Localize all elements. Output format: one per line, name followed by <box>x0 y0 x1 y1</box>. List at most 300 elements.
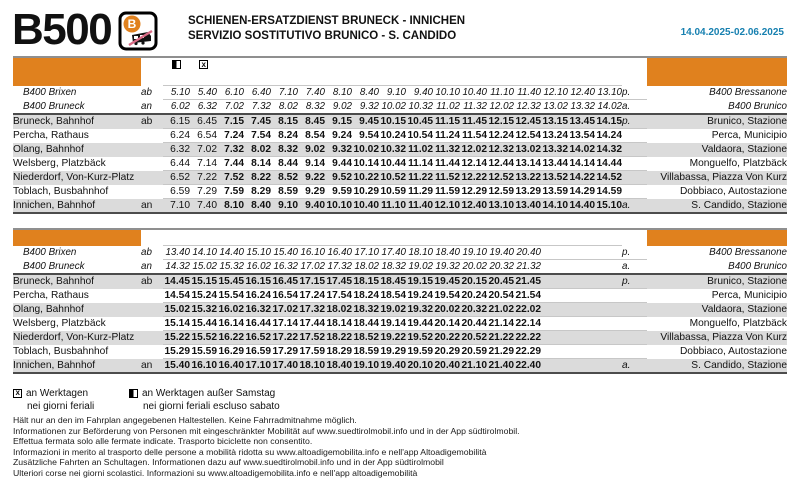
time-cell: 17.22 <box>272 332 298 343</box>
time-cell: 12.45 <box>515 116 541 127</box>
note-line: Zusätzliche Fahrten an Schultagen. Informationen dazu auf www.suedtirolmobil.info und in der App südtirolmobil <box>13 457 444 468</box>
time-cell: 19.59 <box>407 346 433 357</box>
time-cell: 6.40 <box>244 86 271 100</box>
station-row <box>13 185 787 199</box>
symbol-cell <box>406 57 433 86</box>
dep-arr-tag-it <box>622 345 647 359</box>
timetable-1 <box>13 56 787 214</box>
logo-letter: B <box>127 17 137 31</box>
time-cell: 11.02 <box>406 143 433 157</box>
time-cell <box>568 289 595 303</box>
time-cell: 20.15 <box>461 276 487 287</box>
time-cell: 11.40 <box>406 199 433 214</box>
time-cell: 6.59 <box>163 185 190 199</box>
station-name-it: Brunico, Stazione <box>707 116 787 128</box>
time-cell: 17.59 <box>299 346 325 357</box>
symbol-cell <box>190 57 217 86</box>
time-cell: 10.45 <box>407 116 433 127</box>
time-cell: 7.45 <box>244 114 271 129</box>
time-cell: 14.10 <box>190 246 217 260</box>
station-row <box>13 317 787 331</box>
time-cell: 6.24 <box>163 129 190 143</box>
dep-arr-tag <box>141 171 163 185</box>
station-name-de: Niederdorf, Von-Kurz-Platz <box>13 172 135 183</box>
time-cell: 16.15 <box>245 276 271 287</box>
dep-arr-tag-it: a. <box>622 260 647 275</box>
time-cell: 20.52 <box>461 332 487 343</box>
time-cell: 11.40 <box>514 86 541 100</box>
time-cell: 13.24 <box>542 130 568 141</box>
time-cell: 7.14 <box>190 157 217 171</box>
time-cell: 8.32 <box>271 143 298 157</box>
time-cell <box>595 289 622 303</box>
time-cell: 16.44 <box>245 318 271 329</box>
time-cell: 14.44 <box>596 158 622 169</box>
time-cell <box>568 274 595 289</box>
footnotes <box>13 415 800 479</box>
time-cell: 14.40 <box>569 200 595 211</box>
note-line: Informationen zur Beförderung von Personen mit eingeschränkter Mobilität auf www.suedtirolmobil.info und in der App südtirolmobil. <box>13 425 520 436</box>
time-cell: 7.32 <box>217 143 244 157</box>
station-name-de: Olang, Bahnhof <box>13 144 84 155</box>
station-row <box>13 345 787 359</box>
time-cell: 14.40 <box>217 246 244 260</box>
time-cell: 20.32 <box>487 260 514 275</box>
time-cell: 9.02 <box>298 143 325 157</box>
strip-cell <box>622 229 647 246</box>
time-cell: 8.59 <box>271 185 298 199</box>
route-number: B500 <box>12 5 112 54</box>
station-name-it: B400 Brunico <box>647 260 787 275</box>
table-header-strip <box>13 57 787 86</box>
time-cell: 9.32 <box>325 143 352 157</box>
time-cell: 11.15 <box>433 114 460 129</box>
time-cell: 11.32 <box>433 143 460 157</box>
dep-arr-tag-it <box>622 317 647 331</box>
symbol-cell <box>379 229 406 246</box>
time-cell: 9.15 <box>325 114 352 129</box>
dep-arr-tag-it <box>622 157 647 171</box>
station-name-it: Monguelfo, Platzbäck <box>689 158 787 169</box>
time-cell: 12.40 <box>461 200 487 211</box>
dep-arr-tag-it <box>622 129 647 143</box>
time-cell: 16.10 <box>298 246 325 260</box>
time-cell: 9.14 <box>298 157 325 171</box>
station-name-it: Dobbiaco, Autostazione <box>679 346 787 357</box>
symbol-cell <box>487 57 514 86</box>
time-cell: 11.14 <box>406 157 433 171</box>
time-cell: 16.32 <box>271 260 298 275</box>
note-line: Informazioni in merito al trasporto delle persone a mobilità ridotta su www.altoadigemobilita.info e nell'app Altoadigemobilità <box>13 446 487 457</box>
time-cell: 14.02 <box>569 144 595 155</box>
time-cell: 16.40 <box>325 246 352 260</box>
time-cell: 19.10 <box>460 246 487 260</box>
time-cell: 21.02 <box>488 304 514 315</box>
time-cell: 11.10 <box>379 199 406 214</box>
time-cell: 18.10 <box>299 360 325 371</box>
time-cell: 13.02 <box>515 144 541 155</box>
time-cell: 17.02 <box>272 304 298 315</box>
station-name-it: Villabassa, Piazza Von Kurz <box>660 172 787 183</box>
time-cell: 14.45 <box>164 276 190 287</box>
time-cell: 6.15 <box>163 114 190 129</box>
station-name-it: Perca, Municipio <box>711 290 787 301</box>
time-cell: 10.02 <box>379 100 406 115</box>
time-cell: 12.15 <box>488 116 514 127</box>
dep-arr-tag <box>141 331 163 345</box>
time-cell: 7.02 <box>190 143 217 157</box>
symbol-cell <box>568 229 595 246</box>
time-cell: 18.32 <box>379 260 406 275</box>
time-cell: 6.52 <box>163 171 190 185</box>
time-cell: 10.40 <box>460 86 487 100</box>
legend-item-weekdays <box>13 388 129 400</box>
time-cell: 22.40 <box>515 360 541 371</box>
legend-line-italian <box>13 401 800 413</box>
time-cell: 19.14 <box>380 318 406 329</box>
time-cell <box>595 260 622 275</box>
symbol-cell <box>541 229 568 246</box>
symbol-cell <box>352 229 379 246</box>
time-cell <box>595 246 622 260</box>
symbol-cell <box>298 57 325 86</box>
legend-label-it: nei giorni feriali <box>27 401 95 412</box>
time-cell: 17.40 <box>379 246 406 260</box>
station-row <box>13 331 787 345</box>
time-cell: 9.24 <box>325 129 352 143</box>
connection-row <box>13 260 787 275</box>
symbol-cell <box>487 229 514 246</box>
time-cell: 7.15 <box>217 114 244 129</box>
legend <box>13 388 800 413</box>
time-cell: 18.15 <box>353 276 379 287</box>
time-cell <box>595 303 622 317</box>
time-cell: 15.15 <box>191 276 217 287</box>
time-cell: 10.32 <box>406 100 433 115</box>
station-name-de: Innichen, Bahnhof <box>13 199 141 214</box>
station-name-it: S. Candido, Stazione <box>647 199 787 214</box>
time-cell: 8.02 <box>271 100 298 115</box>
time-cell: 10.44 <box>380 158 406 169</box>
time-cell: 19.15 <box>407 276 433 287</box>
time-cell: 8.45 <box>298 114 325 129</box>
time-cell: 21.14 <box>488 318 514 329</box>
dep-arr-tag-it: a. <box>622 100 647 115</box>
time-cell: 20.22 <box>434 332 460 343</box>
timetables-container <box>13 56 787 374</box>
time-cell: 18.24 <box>353 290 379 301</box>
station-row <box>13 114 787 129</box>
time-cell: 8.14 <box>244 157 271 171</box>
time-cell: 21.45 <box>515 276 541 287</box>
symbol-cell <box>514 57 541 86</box>
time-cell: 13.15 <box>542 116 568 127</box>
time-cell: 10.54 <box>407 130 433 141</box>
time-cell: 10.02 <box>353 144 379 155</box>
connection-row <box>13 86 787 100</box>
time-cell: 8.22 <box>244 171 271 185</box>
time-cell: 11.22 <box>406 171 433 185</box>
time-cell: 14.32 <box>596 144 622 155</box>
time-cell: 13.02 <box>541 100 568 115</box>
time-cell: 9.44 <box>325 157 352 171</box>
time-cell: 11.10 <box>487 86 514 100</box>
time-cell: 20.54 <box>488 290 514 301</box>
time-cell: 18.02 <box>326 304 352 315</box>
time-cell: 12.10 <box>434 200 460 211</box>
note-line: Hält nur an den im Fahrplan angegebenen Haltestellen. Keine Fahrradmitnahme möglich. <box>13 415 357 425</box>
time-cell: 19.10 <box>353 360 379 371</box>
time-cell: 13.14 <box>515 158 541 169</box>
title-german: SCHIENEN-ERSATZDIENST BRUNECK - INNICHEN <box>188 15 466 27</box>
time-cell: 10.15 <box>380 116 406 127</box>
legend-label: an Werktagen <box>26 388 89 399</box>
time-cell: 10.24 <box>380 130 406 141</box>
time-cell: 10.22 <box>353 172 379 183</box>
time-cell: 7.22 <box>190 171 217 185</box>
time-cell: 8.32 <box>298 100 325 115</box>
time-cell: 11.32 <box>460 100 487 115</box>
time-cell: 6.45 <box>190 114 217 129</box>
station-row <box>13 359 787 374</box>
time-cell: 16.02 <box>244 260 271 275</box>
time-cell: 16.29 <box>218 346 244 357</box>
time-cell: 9.54 <box>352 129 379 143</box>
time-cell: 9.40 <box>406 86 433 100</box>
dep-arr-tag: ab <box>141 116 153 128</box>
station-name-it: Monguelfo, Platzbäck <box>689 318 787 329</box>
symbol-cell <box>406 229 433 246</box>
time-cell <box>568 331 595 345</box>
time-cell: 11.24 <box>433 129 460 143</box>
time-cell: 17.52 <box>299 332 325 343</box>
symbol-cell <box>514 229 541 246</box>
time-cell: 15.45 <box>218 276 244 287</box>
time-cell: 12.54 <box>515 130 541 141</box>
time-cell: 18.29 <box>326 346 352 357</box>
dep-arr-tag <box>141 317 163 331</box>
time-cell: 6.32 <box>190 100 217 115</box>
symbol-cell <box>595 57 622 86</box>
strip-cell <box>141 229 163 246</box>
x-box-icon <box>199 60 208 69</box>
time-cell: 12.59 <box>488 186 514 197</box>
time-cell: 17.10 <box>245 360 271 371</box>
dep-arr-tag <box>141 129 163 143</box>
time-cell: 6.10 <box>217 86 244 100</box>
time-cell: 14.24 <box>596 130 622 141</box>
time-cell <box>568 345 595 359</box>
symbol-cell <box>379 57 406 86</box>
time-cell: 19.54 <box>434 290 460 301</box>
time-cell: 15.29 <box>164 346 190 357</box>
time-cell: 18.10 <box>406 246 433 260</box>
station-name-de: B400 Brixen <box>23 247 77 258</box>
time-cell: 10.40 <box>353 200 379 211</box>
time-cell: 13.29 <box>515 186 541 197</box>
time-cell: 22.02 <box>515 304 541 315</box>
station-row <box>13 303 787 317</box>
time-cell: 11.02 <box>433 100 460 115</box>
time-cell: 8.44 <box>271 157 298 171</box>
station-name-it: Valdaora, Stazione <box>701 304 787 315</box>
symbol-cell <box>433 57 460 86</box>
station-name-it: B400 Bressanone <box>709 87 787 98</box>
station-name-it: Dobbiaco, Autostazione <box>679 186 787 197</box>
time-cell: 13.59 <box>542 186 568 197</box>
time-cell: 18.44 <box>353 318 379 329</box>
time-cell: 12.02 <box>461 144 487 155</box>
time-cell: 20.45 <box>488 276 514 287</box>
time-cell: 17.10 <box>352 246 379 260</box>
time-cell <box>568 303 595 317</box>
symbol-cell <box>271 57 298 86</box>
time-cell: 13.44 <box>542 158 568 169</box>
station-name-de: B400 Bruneck <box>13 100 141 115</box>
symbol-cell <box>217 57 244 86</box>
station-name-it: Perca, Municipio <box>711 130 787 141</box>
time-cell: 18.54 <box>380 290 406 301</box>
time-cell: 10.10 <box>433 86 460 100</box>
time-cell: 14.10 <box>542 200 568 211</box>
symbol-cell <box>541 57 568 86</box>
time-cell <box>595 359 622 374</box>
time-cell: 14.52 <box>596 172 622 183</box>
legend-label: an Werktagen außer Samstag <box>142 388 276 399</box>
dep-arr-tag: an <box>141 359 163 374</box>
time-cell: 17.24 <box>299 290 325 301</box>
symbol-cell <box>433 229 460 246</box>
time-cell <box>541 317 568 331</box>
half-filled-box-icon <box>129 389 138 398</box>
time-cell: 10.32 <box>380 144 406 155</box>
time-cell <box>541 303 568 317</box>
time-cell: 16.10 <box>191 360 217 371</box>
time-cell <box>568 317 595 331</box>
time-cell: 15.54 <box>218 290 244 301</box>
time-cell: 11.29 <box>406 185 433 199</box>
time-cell: 16.02 <box>218 304 244 315</box>
station-name-de: Percha, Rathaus <box>13 290 89 301</box>
station-row <box>13 199 787 214</box>
time-cell: 20.14 <box>434 318 460 329</box>
time-cell: 12.32 <box>514 100 541 115</box>
rail-replacement-icon <box>118 11 158 51</box>
symbol-cell <box>460 57 487 86</box>
dep-arr-tag: an <box>141 100 163 115</box>
dep-arr-tag-it <box>622 289 647 303</box>
time-cell: 17.32 <box>299 304 325 315</box>
dep-arr-tag <box>141 345 163 359</box>
time-cell: 9.10 <box>379 86 406 100</box>
time-cell: 12.29 <box>461 186 487 197</box>
dep-arr-tag-it <box>622 185 647 199</box>
time-cell: 9.32 <box>352 100 379 115</box>
legend-label-it: nei giorni feriali escluso sabato <box>143 401 280 412</box>
time-cell: 13.40 <box>515 200 541 211</box>
dep-arr-tag <box>141 185 163 199</box>
time-cell: 15.52 <box>191 332 217 343</box>
time-cell: 14.02 <box>595 100 622 115</box>
dep-arr-tag-it: p. <box>622 86 647 100</box>
time-cell: 16.14 <box>218 318 244 329</box>
time-cell: 15.32 <box>217 260 244 275</box>
time-cell <box>595 274 622 289</box>
validity-dates: 14.04.2025-02.06.2025 <box>680 27 784 38</box>
time-cell: 15.10 <box>596 200 622 211</box>
station-name-de: Bruneck, Bahnhof <box>13 116 94 128</box>
time-cell: 20.40 <box>434 360 460 371</box>
dep-arr-tag-it: p. <box>622 246 647 260</box>
time-cell: 13.22 <box>515 172 541 183</box>
time-cell <box>541 345 568 359</box>
station-row <box>13 143 787 157</box>
station-name-it: Brunico, Stazione <box>707 276 787 288</box>
time-cell: 11.45 <box>460 114 487 129</box>
time-cell: 15.24 <box>191 290 217 301</box>
half-filled-box-icon <box>172 60 181 69</box>
symbol-cell <box>325 229 352 246</box>
time-cell: 20.59 <box>461 346 487 357</box>
time-cell: 8.10 <box>325 86 352 100</box>
connection-row <box>13 246 787 260</box>
station-row <box>13 129 787 143</box>
time-cell <box>568 260 595 275</box>
time-cell: 7.52 <box>217 171 244 185</box>
note-line: Ulteriori corse nei giorni scolastici. Informazioni su www.altoadigemobilita.info e nell'app altoadigemobilità <box>13 467 418 478</box>
dep-arr-tag <box>141 157 163 171</box>
time-cell: 11.44 <box>433 157 460 171</box>
time-cell: 9.52 <box>325 171 352 185</box>
time-cell: 17.15 <box>299 276 325 287</box>
time-cell: 19.44 <box>407 318 433 329</box>
station-name-it: Valdaora, Stazione <box>701 144 787 155</box>
time-cell: 7.44 <box>217 157 244 171</box>
time-cell: 12.10 <box>541 86 568 100</box>
time-cell: 17.44 <box>299 318 325 329</box>
time-cell: 19.40 <box>487 246 514 260</box>
time-cell: 19.29 <box>380 346 406 357</box>
x-box-icon <box>13 389 22 398</box>
dep-arr-tag: ab <box>141 276 153 288</box>
time-cell: 22.29 <box>515 346 541 357</box>
time-cell: 9.59 <box>325 185 352 199</box>
time-cell: 19.24 <box>407 290 433 301</box>
time-cell: 7.59 <box>217 185 244 199</box>
time-cell: 10.59 <box>380 186 406 197</box>
time-cell: 9.22 <box>298 171 325 185</box>
time-cell: 19.22 <box>380 332 406 343</box>
symbol-cell <box>352 57 379 86</box>
time-cell: 7.54 <box>244 129 271 143</box>
time-cell: 14.15 <box>596 116 622 127</box>
time-cell <box>568 359 595 374</box>
time-cell: 21.22 <box>488 332 514 343</box>
time-cell: 20.40 <box>514 246 541 260</box>
strip-cell <box>141 57 163 86</box>
time-cell <box>541 289 568 303</box>
dep-arr-tag-it: p. <box>622 274 647 289</box>
time-cell: 7.02 <box>217 100 244 115</box>
time-cell: 7.32 <box>244 100 271 115</box>
time-cell: 17.14 <box>272 318 298 329</box>
time-cell: 14.29 <box>569 186 595 197</box>
time-cell: 17.29 <box>272 346 298 357</box>
station-name-de: Toblach, Busbahnhof <box>13 346 109 357</box>
time-cell: 15.59 <box>191 346 217 357</box>
time-cell: 11.52 <box>433 171 460 185</box>
station-row <box>13 157 787 171</box>
